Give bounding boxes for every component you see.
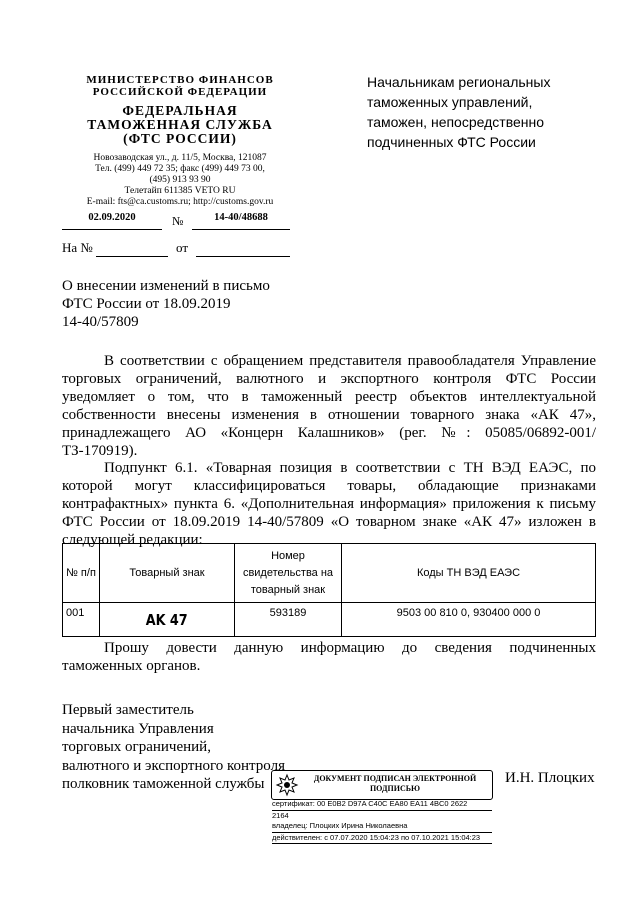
col-trademark-header: Товарный знак <box>100 544 235 603</box>
customs-emblem-icon <box>275 773 299 797</box>
letter-date: 02.09.2020 <box>62 212 162 230</box>
service-line-1: ФЕДЕРАЛЬНАЯ <box>122 103 238 118</box>
col-codes-header: Коды ТН ВЭД ЕАЭС <box>342 544 596 603</box>
addressee: Начальникам региональных таможенных управлений, таможен, непосредственно подчиненных ФТС России <box>367 74 551 150</box>
service-line-3: (ФТС РОССИИ) <box>123 131 237 146</box>
table-header-row <box>63 544 596 603</box>
service-line-2: ТАМОЖЕННАЯ СЛУЖБА <box>87 117 273 132</box>
valid-line: действителен: с 07.07.2020 15:04:23 по 07.10.2021 15:04:23 <box>272 833 492 845</box>
certificate-line-cont: 2164 <box>272 810 289 820</box>
paragraph-2: Подпункт 6.1. «Товарная позиция в соответствии с ТН ВЭД ЕАЭС, по которой могут классифицироваться товары, обладающие признаками контрафактных» пункта 6. «Дополнительная информация» приложения к письму ФТС России от 18.09.2019 14-40/57809 «О товарном знаке «АК 47» изложен в следующей редакции: <box>62 460 596 548</box>
certificate-line: сертификат: 00 E0B2 D97A C40C EA80 EA11 4BC0 2622 <box>272 799 492 811</box>
signatory-position: Первый заместитель начальника Управления торговых ограничений, валютного и экспортного контроля полковник таможенной службы <box>62 702 285 792</box>
na-number-blank <box>96 240 168 257</box>
paragraph-3: Прошу довести данную информацию до сведения подчиненных таможенных органов. <box>62 640 596 674</box>
cell-certificate: 593189 <box>235 603 342 637</box>
col-number-header: № п/п <box>63 544 100 603</box>
ministry-line-2: РОССИЙСКОЙ ФЕДЕРАЦИИ <box>92 86 268 98</box>
e-signature-details <box>272 799 492 844</box>
cell-number: 001 <box>63 603 100 637</box>
number-sign: № <box>172 214 184 228</box>
e-signature-title: ДОКУМЕНТ ПОДПИСАН ЭЛЕКТРОННОЙ ПОДПИСЬЮ <box>313 774 477 793</box>
e-signature-box <box>271 770 493 800</box>
ot-label: от <box>176 240 189 255</box>
table-row <box>63 603 596 637</box>
letter-number: 14-40/48688 <box>192 212 290 230</box>
owner-line: владелец: Плоцких Ирина Николаевна <box>272 821 492 833</box>
subject: О внесении изменений в письмо ФТС России от 18.09.2019 14-40/57809 <box>62 278 270 330</box>
na-label: На № <box>62 240 93 255</box>
cell-codes: 9503 00 810 0, 930400 000 0 <box>342 603 596 637</box>
paragraph-1: В соответствии с обращением представителя правообладателя Управление торговых ограничений, валютного и экспортного контроля ФТС России уведомляет о том, что в таможенный реестр объектов интеллектуальной собственности внесены изменения в отношении товарного знака «АК 47», принадлежащего АО «Концерн Калашников» (рег. №: 05085/06892-001/ ТЗ-170919). <box>62 353 596 459</box>
codes-table <box>62 543 596 637</box>
signatory-name: И.Н. Плоцких <box>505 770 595 786</box>
ministry-line-1: МИНИСТЕРСТВО ФИНАНСОВ <box>86 74 274 86</box>
trademark-logo: AK 47 <box>146 610 188 629</box>
ot-date-blank <box>196 240 290 257</box>
cell-trademark <box>100 603 235 637</box>
col-certificate-header: Номер свидетельства на товарный знак <box>235 544 342 603</box>
sender-address: Новозаводская ул., д. 11/5, Москва, 121087 Тел. (499) 449 72 35; факс (499) 449 73 00, (495) 913 93 90 Телетайп 611385 VETO RU E-mail: fts@ca.customs.ru; http://customs.gov.ru <box>86 153 274 207</box>
